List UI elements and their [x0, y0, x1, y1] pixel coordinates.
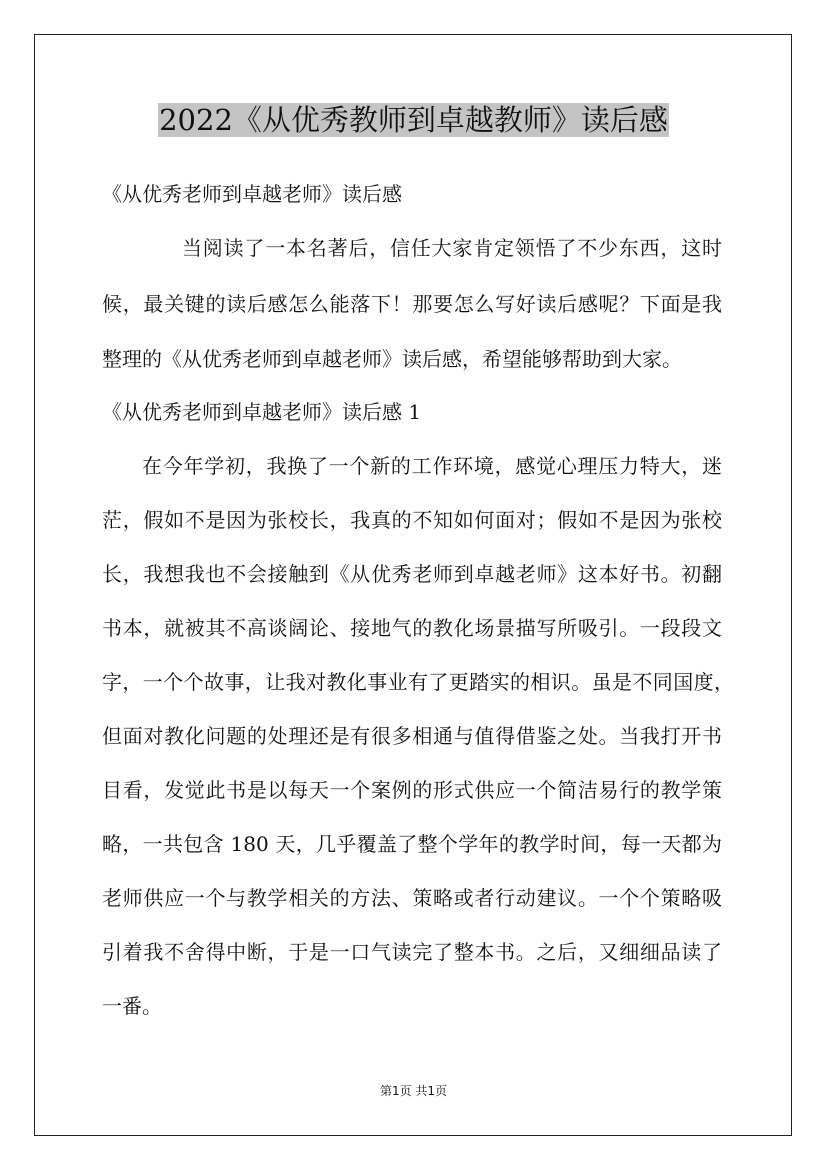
body-line: 茫，假如不是因为张校长，我真的不知如何面对；假如不是因为张校 [102, 508, 722, 532]
document-subtitle: 《从优秀老师到卓越老师》读后感 [102, 182, 402, 206]
intro-line: 整理的《从优秀老师到卓越老师》读后感，希望能够帮助到大家。 [102, 347, 682, 371]
section-heading: 《从优秀老师到卓越老师》读后感 1 [102, 400, 422, 424]
body-line: 书本，就被其不高谈阔论、接地气的教化场景描写所吸引。一段段文 [102, 616, 722, 640]
body-line: 字，一个个故事，让我对教化事业有了更踏实的相识。虽是不同国度， [102, 670, 734, 694]
page-footer: 第1页 共1页 [379, 1084, 448, 1098]
document-title: 2022《从优秀教师到卓越教师》读后感 [159, 103, 668, 137]
body-line: 略，一共包含 180 天，几乎覆盖了整个学年的教学时间，每一天都为 [102, 832, 722, 856]
intro-line: 当阅读了一本名著后，信任大家肯定领悟了不少东西，这时 [182, 236, 722, 260]
body-line: 在今年学初，我换了一个新的工作环境，感觉心理压力特大，迷 [142, 454, 722, 478]
body-line: 引着我不舍得中断，于是一口气读完了整本书。之后，又细细品读了 [102, 940, 722, 964]
body-line: 长，我想我也不会接触到《从优秀老师到卓越老师》这本好书。初翻 [102, 562, 722, 586]
body-line: 老师供应一个与教学相关的方法、策略或者行动建议。一个个策略吸 [102, 886, 722, 910]
body-line: 但面对教化问题的处理还是有很多相通与值得借鉴之处。当我打开书 [102, 724, 722, 748]
body-line: 目看，发觉此书是以每天一个案例的形式供应一个简洁易行的教学策 [102, 778, 722, 802]
body-line: 一番。 [102, 994, 162, 1018]
intro-line: 候，最关键的读后感怎么能落下！那要怎么写好读后感呢？下面是我 [102, 292, 722, 316]
